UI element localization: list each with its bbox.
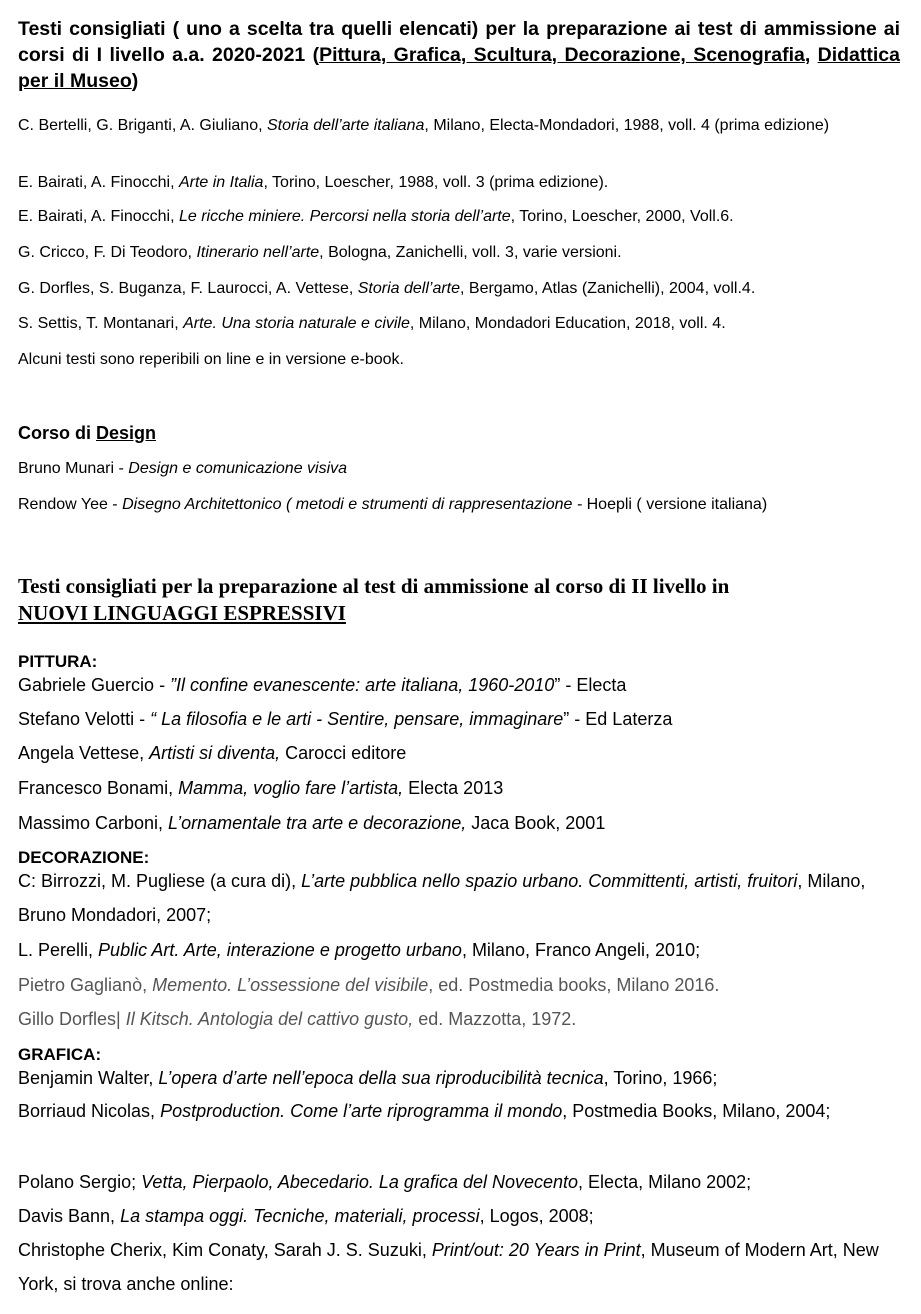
grafica-item: Davis Bann, La stampa oggi. Tecniche, materiali, processi, Logos, 2008; [18, 1206, 594, 1226]
grafica-item: Polano Sergio; Vetta, Pierpaolo, Abecedario. La grafica del Novecento, Electa, Milano 2002; [18, 1172, 752, 1192]
pittura-item: Stefano Velotti - “ La filosofia e le arti - Sentire, pensare, immaginare” - Ed Laterza [18, 709, 673, 729]
link-design[interactable]: Design [96, 423, 157, 443]
design-item: Rendow Yee - Disegno Architettonico ( metodi e strumenti di rappresentazione - Hoepli ( versione italiana) [18, 496, 768, 513]
heading-separator: , [804, 44, 818, 66]
grafica-item: Christophe Cherix, Kim Conaty, Sarah J. S. Suzuki, Print/out: 20 Years in Print, Museum of Modern Art, New York, si trova anche online: [18, 1240, 879, 1294]
design-heading: Corso di Design [18, 423, 157, 443]
grafica-item: Benjamin Walter, L’opera d’arte nell’epoca della sua riproducibilità tecnica, Torino, 1966; [18, 1068, 718, 1088]
pittura-item: Francesco Bonami, Mamma, voglio fare l’artista, Electa 2013 [18, 778, 504, 798]
decorazione-item: C: Birrozzi, M. Pugliese (a cura di), L’arte pubblica nello spazio urbano. Committenti, artisti, fruitori, Milano, Bruno Mondadori, 2007; [18, 871, 866, 925]
link-nuovi-linguaggi[interactable]: NUOVI LINGUAGGI ESPRESSIVI [18, 601, 346, 625]
heading-text: Testi consigliati ( uno a scelta tra quelli elencati) per la preparazione ai test di ammissione ai corsi di I livello a.a. 2020-2021 ( [18, 18, 900, 66]
decorazione-item: L. Perelli, Public Art. Arte, interazione e progetto urbano, Milano, Franco Angeli, 2010; [18, 940, 701, 960]
pittura-item: Gabriele Guercio - ”Il confine evanescente: arte italiana, 1960-2010” - Electa [18, 675, 627, 695]
reference-item: C. Bertelli, G. Briganti, A. Giuliano, Storia dell’arte italiana, Milano, Electa-Mondadori, 1988, voll. 4 (prima edizione) [18, 117, 830, 134]
decorazione-label: DECORAZIONE: [18, 848, 150, 867]
ebook-note: Alcuni testi sono reperibili on line e in versione e-book. [18, 351, 404, 368]
reference-item: G. Dorfles, S. Buganza, F. Laurocci, A. Vettese, Storia dell’arte, Bergamo, Atlas (Zanichelli), 2004, voll.4. [18, 280, 756, 297]
reference-item: S. Settis, T. Montanari, Arte. Una storia naturale e civile, Milano, Mondadori Education, 2018, voll. 4. [18, 315, 726, 332]
decorazione-item: Gillo Dorfles| Il Kitsch. Antologia del cattivo gusto, ed. Mazzotta, 1972. [18, 1009, 577, 1029]
design-item: Bruno Munari - Design e comunicazione visiva [18, 460, 348, 477]
reference-item: G. Cricco, F. Di Teodoro, Itinerario nell’arte, Bologna, Zanichelli, voll. 3, varie versioni. [18, 244, 622, 261]
decorazione-item: Pietro Gaglianò, Memento. L’ossessione del visibile, ed. Postmedia books, Milano 2016. [18, 975, 720, 995]
grafica-item: Borriaud Nicolas, Postproduction. Come l’arte riprogramma il mondo, Postmedia Books, Milano, 2004; [18, 1101, 831, 1121]
grafica-label: GRAFICA: [18, 1045, 102, 1064]
heading-primo-livello [18, 16, 900, 94]
link-pittura-grafica-scultura[interactable]: Pittura, Grafica, Scultura, Decorazione, Scenografia [319, 44, 805, 66]
heading-close: ) [131, 70, 139, 92]
reference-item: E. Bairati, A. Finocchi, Le ricche miniere. Percorsi nella storia dell’arte, Torino, Loescher, 2000, Voll.6. [18, 208, 734, 225]
heading-secondo-livello: Testi consigliati per la preparazione al test di ammissione al corso di II livello in NUOVI LINGUAGGI ESPRESSIVI [18, 573, 898, 627]
pittura-item: Massimo Carboni, L’ornamentale tra arte e decorazione, Jaca Book, 2001 [18, 813, 606, 833]
link-didattica-museo[interactable]: Didattica per il Museo [18, 44, 900, 92]
reference-item: E. Bairati, A. Finocchi, Arte in Italia, Torino, Loescher, 1988, voll. 3 (prima edizione). [18, 174, 609, 191]
pittura-item: Angela Vettese, Artisti si diventa, Carocci editore [18, 743, 407, 763]
pittura-label: PITTURA: [18, 652, 98, 671]
